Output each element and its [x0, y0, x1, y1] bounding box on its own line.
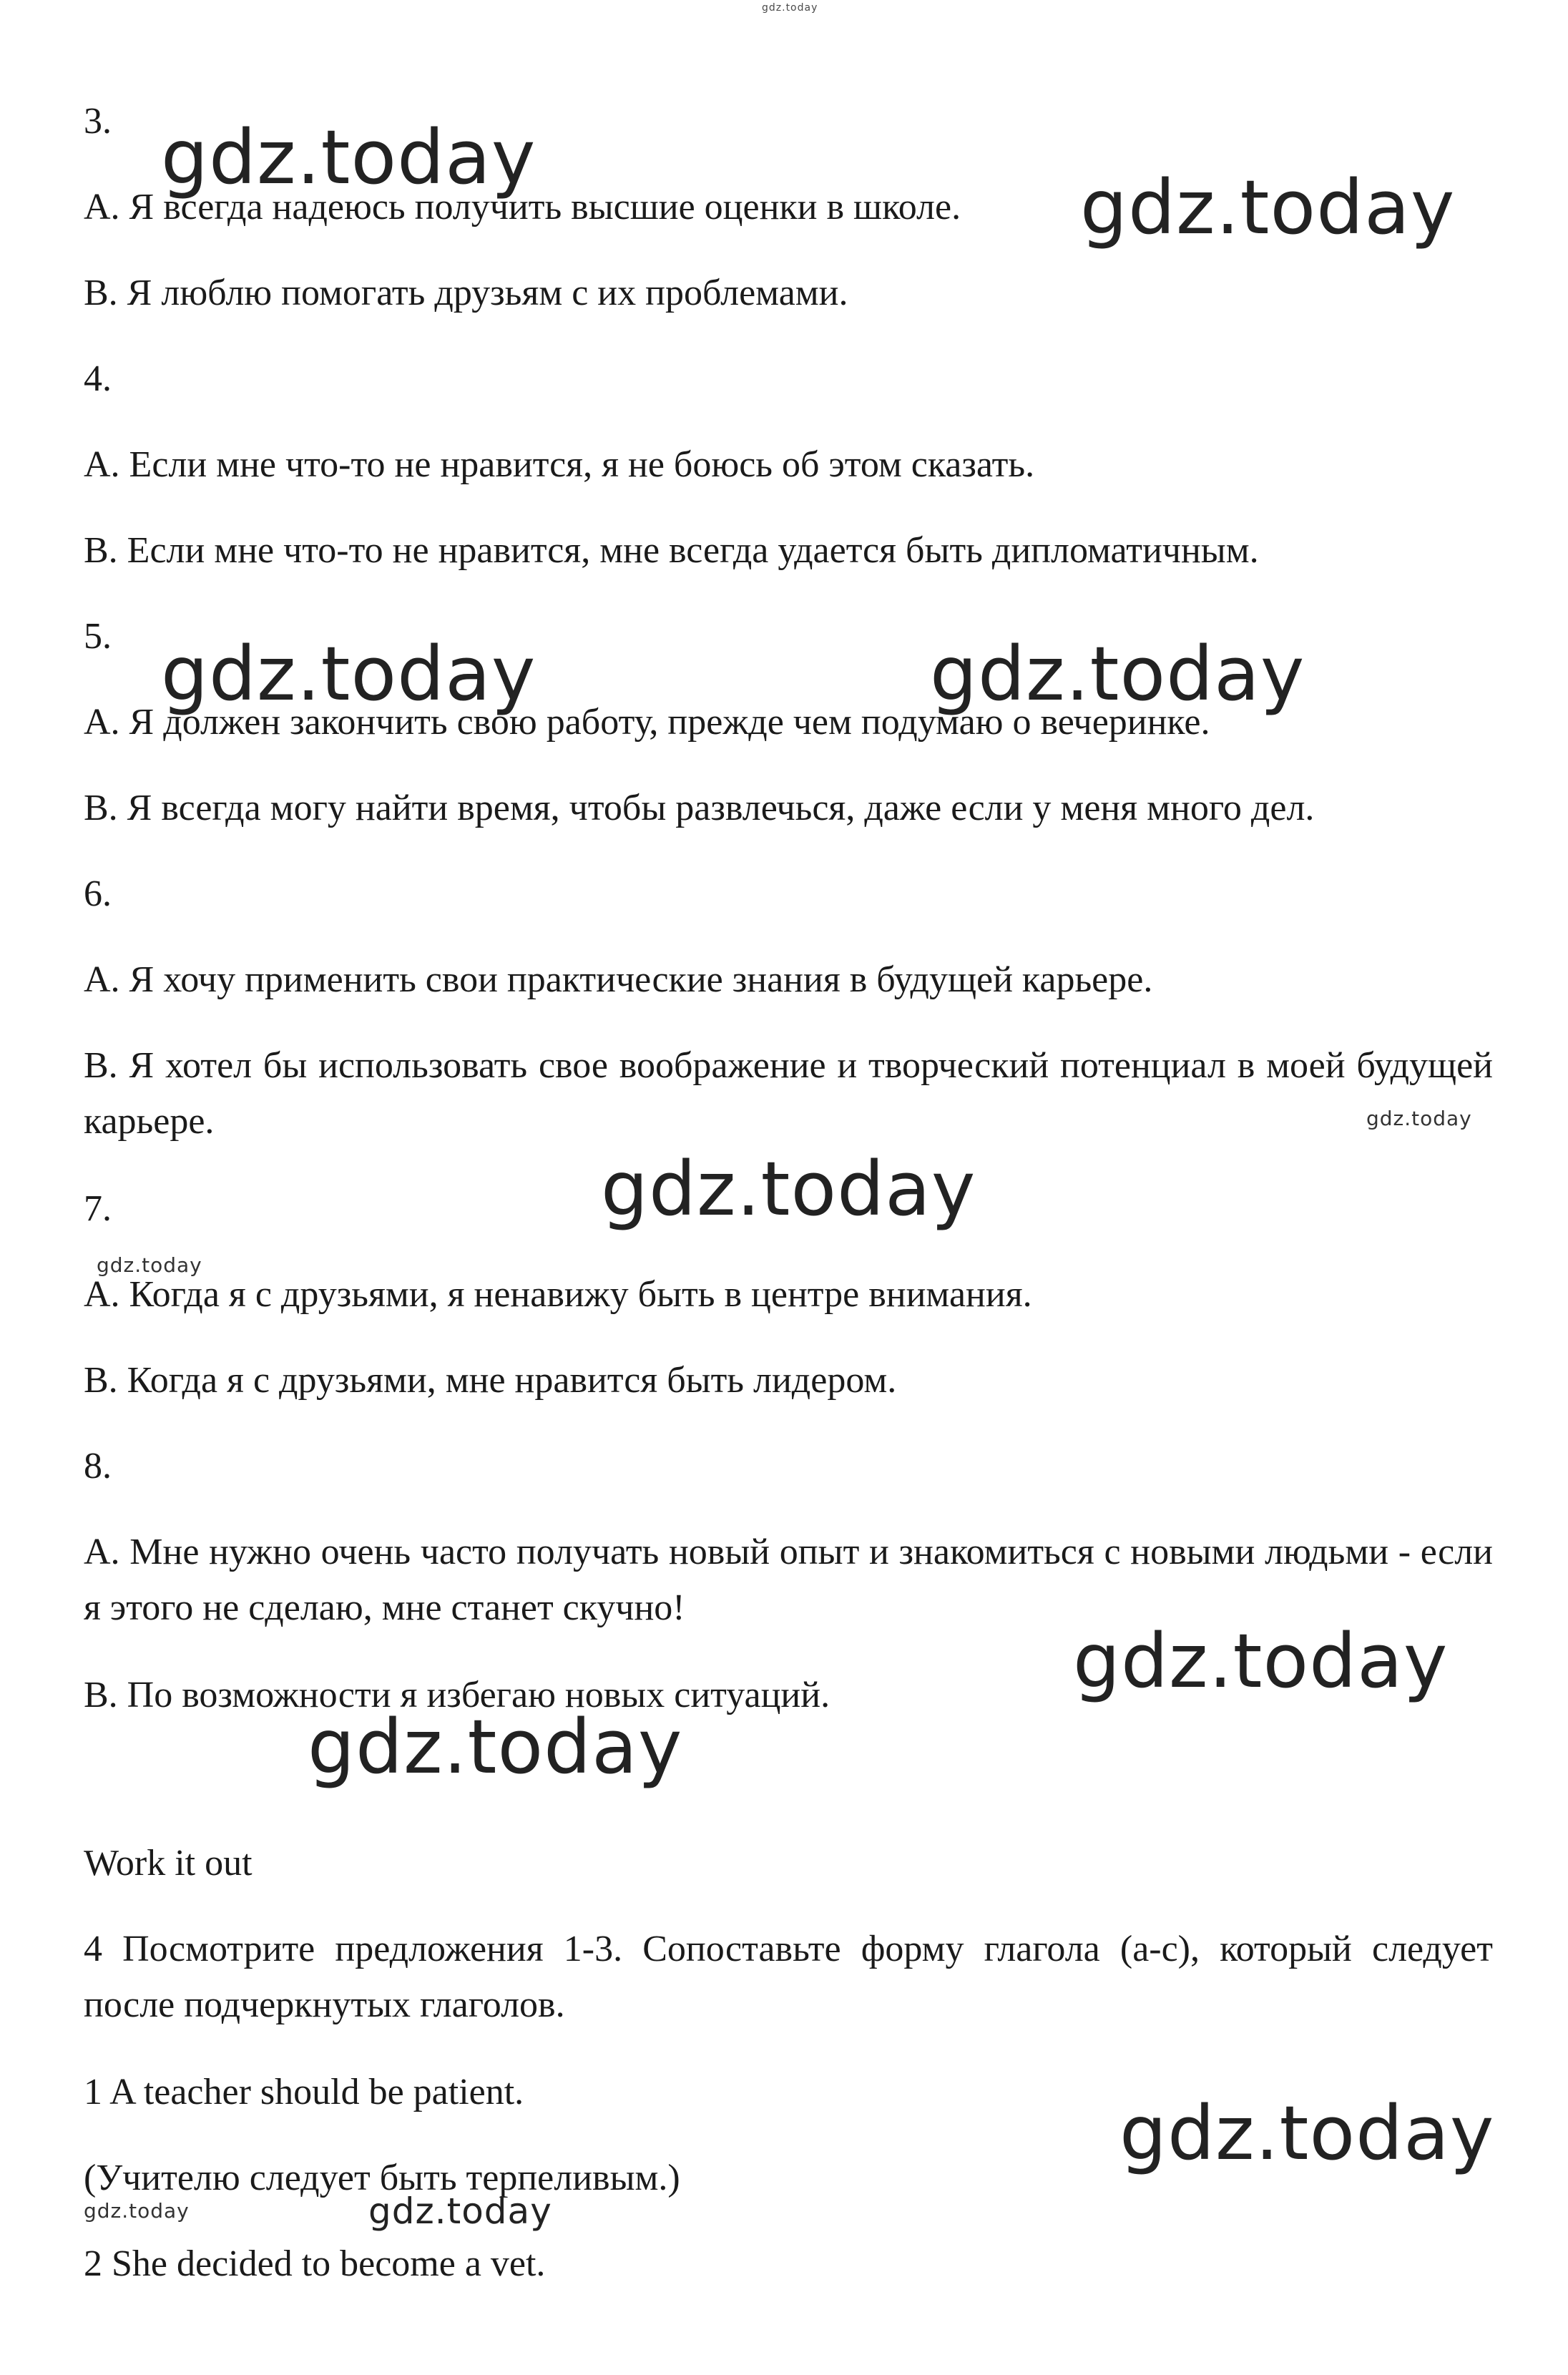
watermark-4: gdz.today	[930, 630, 1305, 718]
watermark-6: gdz.today	[601, 1145, 976, 1233]
watermark-1: gdz.today	[161, 114, 536, 201]
work-it-out-task: 4 Посмотрите предложения 1-3. Сопоставьте форму глагола (a-c), который следует после подчеркнутых глаголов.	[84, 1929, 1493, 2025]
option-b-6: B. Я хотел бы использовать свое воображение и творческий потенциал в моей будущей карьере.	[84, 1045, 1493, 1142]
question-number-8: 8.	[84, 1446, 112, 1487]
option-a-4: A. Если мне что-то не нравится, я не боюсь об этом сказать.	[84, 444, 1035, 485]
option-a-8: A. Мне нужно очень часто получать новый опыт и знакомиться с новыми людьми - если я этого не сделаю, мне станет скучно!	[84, 1532, 1493, 1628]
option-a-7: A. Когда я с друзьями, я ненавижу быть в центре внимания.	[84, 1274, 1032, 1315]
question-number-3: 3.	[84, 101, 112, 142]
option-b-7: B. Когда я с друзьями, мне нравится быть лидером.	[84, 1360, 897, 1401]
option-a-5: A. Я должен закончить свою работу, прежде чем подумаю о вечеринке.	[84, 702, 1210, 743]
watermark-7: gdz.today	[97, 1253, 202, 1277]
watermark-2: gdz.today	[1080, 164, 1456, 251]
watermark-9: gdz.today	[308, 1703, 683, 1791]
watermark-10: gdz.today	[1119, 2090, 1495, 2177]
work-it-out-heading: Work it out	[84, 1843, 253, 1884]
option-b-3: B. Я люблю помогать друзьям с их проблемами.	[84, 273, 848, 313]
question-number-6: 6.	[84, 873, 112, 914]
option-b-8: B. По возможности я избегаю новых ситуаций.	[84, 1675, 830, 1715]
option-b-4: B. Если мне что-то не нравится, мне всегда удается быть дипломатичным.	[84, 530, 1259, 571]
option-a-6: A. Я хочу применить свои практические знания в будущей карьере.	[84, 959, 1153, 1000]
watermark-3: gdz.today	[161, 630, 536, 718]
question-number-5: 5.	[84, 616, 112, 657]
watermark-5: gdz.today	[1366, 1107, 1472, 1130]
sentence-1: 1 A teacher should be patient.	[84, 2072, 524, 2112]
watermark-12: gdz.today	[368, 2190, 552, 2232]
sentence-2: 2 She decided to become a vet.	[84, 2243, 546, 2284]
watermark-top: gdz.today	[762, 2, 818, 14]
option-a-3: A. Я всегда надеюсь получить высшие оценки в школе.	[84, 187, 961, 227]
question-number-7: 7.	[84, 1188, 112, 1229]
option-b-5: B. Я всегда могу найти время, чтобы развлечься, даже если у меня много дел.	[84, 788, 1315, 828]
sentence-1-translation: (Учителю следует быть терпеливым.)	[84, 2158, 680, 2198]
watermark-11: gdz.today	[84, 2199, 190, 2223]
watermark-8: gdz.today	[1073, 1617, 1449, 1705]
question-number-4: 4.	[84, 358, 112, 399]
